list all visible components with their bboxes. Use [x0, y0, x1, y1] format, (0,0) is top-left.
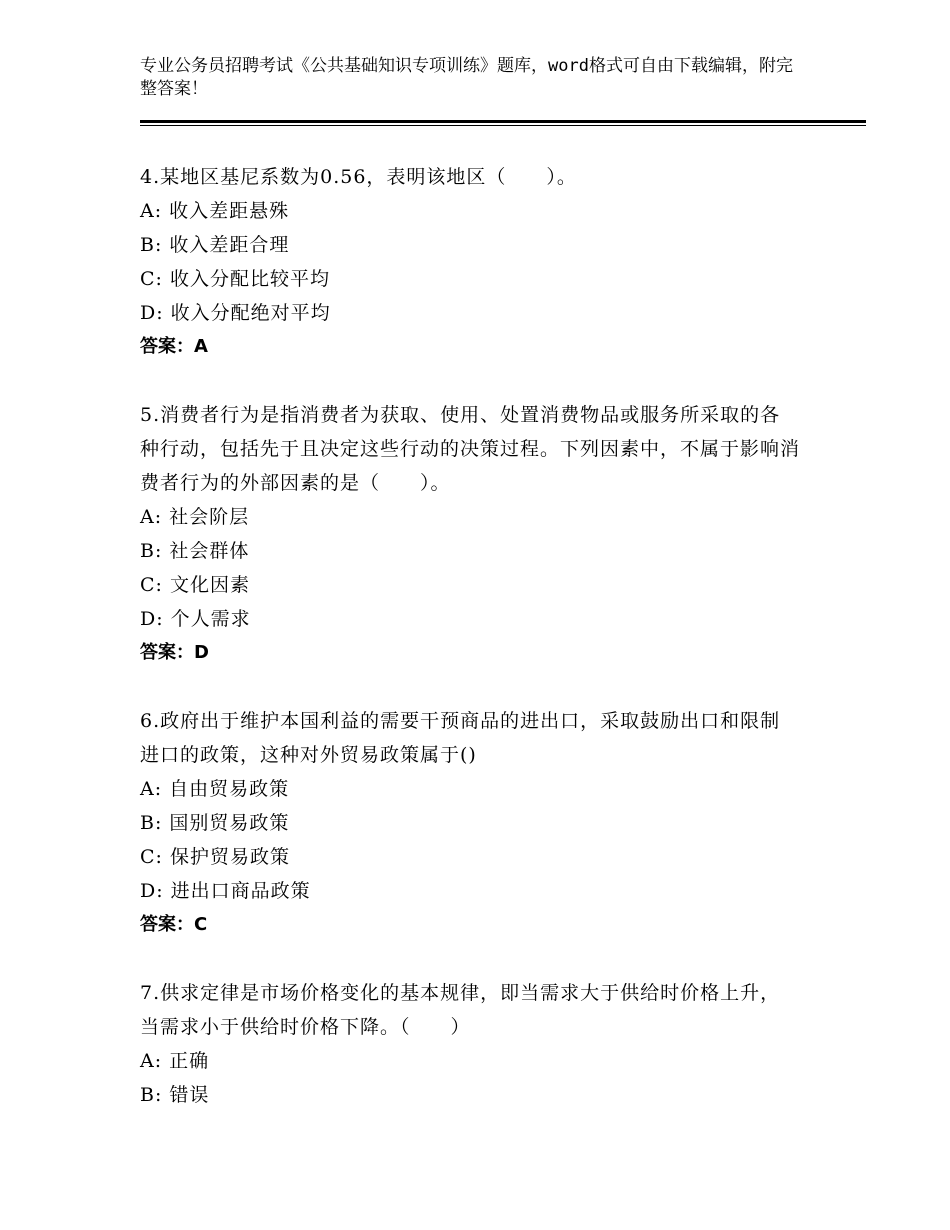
header-rule-thin: [140, 125, 866, 126]
question-4: [140, 160, 800, 364]
option-c: C: 保护贸易政策: [140, 846, 290, 868]
question-stem: 4.某地区基尼系数为0.56，表明该地区（ ）。: [140, 166, 577, 188]
question-stem: 6.政府出于维护本国利益的需要干预商品的进出口，采取鼓励出口和限制进口的政策，这种对外贸易政策属于(): [140, 710, 781, 766]
option-b: B: 错误: [140, 1084, 210, 1106]
answer-label: 答案：D: [140, 642, 209, 663]
option-d: D: 收入分配绝对平均: [140, 302, 331, 324]
question-list: [140, 160, 800, 1146]
option-a: A: 收入差距悬殊: [140, 200, 290, 222]
option-d: D: 个人需求: [140, 608, 251, 630]
option-a: A: 正确: [140, 1050, 210, 1072]
question-7: [140, 976, 800, 1112]
answer-label: 答案：A: [140, 336, 208, 357]
question-6: [140, 704, 800, 942]
option-b: B: 收入差距合理: [140, 234, 290, 256]
option-d: D: 进出口商品政策: [140, 880, 311, 902]
option-c: C: 收入分配比较平均: [140, 268, 330, 290]
header-rule-thick: [140, 120, 866, 123]
question-5: [140, 398, 800, 670]
option-b: B: 社会群体: [140, 540, 250, 562]
option-c: C: 文化因素: [140, 574, 250, 596]
option-a: A: 自由贸易政策: [140, 778, 290, 800]
answer-label: 答案：C: [140, 914, 208, 935]
question-stem: 5.消费者行为是指消费者为获取、使用、处置消费物品或服务所采取的各种行动，包括先于且决定这些行动的决策过程。下列因素中，不属于影响消费者行为的外部因素的是（ ）。: [140, 404, 801, 494]
option-a: A: 社会阶层: [140, 506, 250, 528]
question-stem: 7.供求定律是市场价格变化的基本规律，即当需求大于供给时价格上升，当需求小于供给时价格下降。（ ）: [140, 982, 781, 1038]
option-b: B: 国别贸易政策: [140, 812, 290, 834]
page-header: 专业公务员招聘考试《公共基础知识专项训练》题库，word格式可自由下载编辑，附完整答案！: [140, 56, 793, 99]
